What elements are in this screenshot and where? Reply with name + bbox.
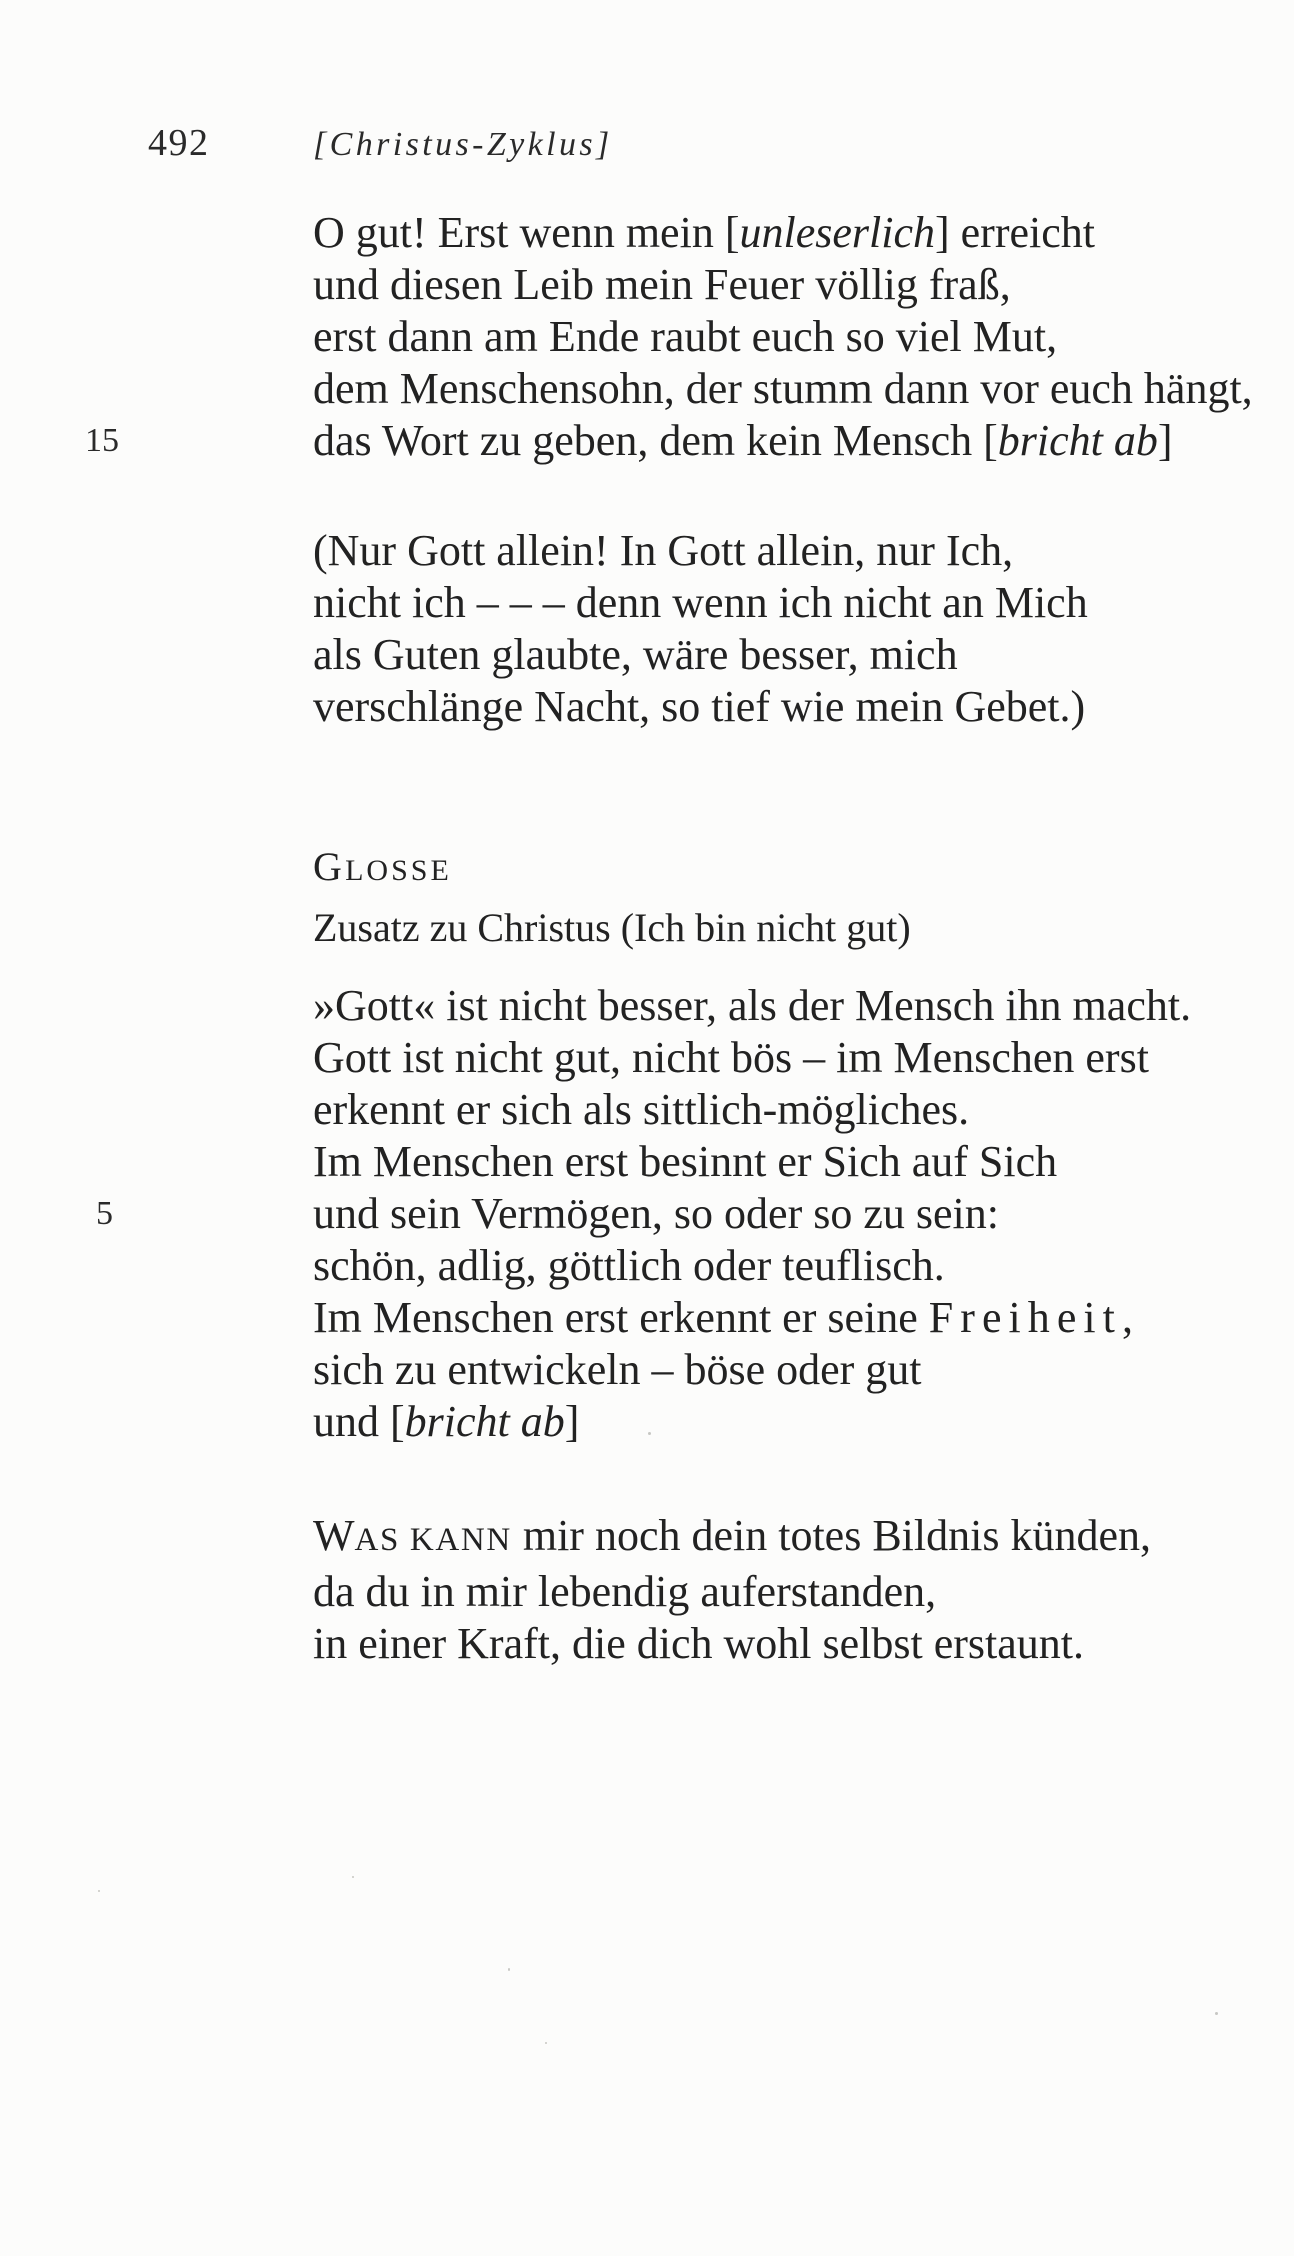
emphasized-spaced-word: Freiheit <box>928 1293 1122 1342</box>
poem-line: Im Menschen erst besinnt er Sich auf Sich <box>313 1137 1058 1186</box>
stanza-4 <box>313 1510 1151 1670</box>
poem-line <box>313 207 1253 259</box>
incipit-smallcaps: AS KANN <box>354 1522 512 1558</box>
poem-line <box>313 1396 1191 1448</box>
poem-line <box>313 1292 1191 1344</box>
line-text: ] <box>564 1397 580 1446</box>
poem-line: erkennt er sich als sittlich-mögliches. <box>313 1085 970 1134</box>
line-text: und [ <box>313 1397 405 1446</box>
scan-speck <box>545 2042 547 2044</box>
poem-line: als Guten glaubte, wäre besser, mich <box>313 630 958 679</box>
poem-line: schön, adlig, göttlich oder teuflisch. <box>313 1241 945 1290</box>
poem-line <box>313 1510 1151 1566</box>
glosse-title <box>313 841 911 902</box>
line-text: ] <box>1157 416 1173 465</box>
glosse-section-heading <box>313 841 911 954</box>
page-number: 492 <box>148 122 210 164</box>
poem-line: sich zu entwickeln – böse oder gut <box>313 1345 922 1394</box>
running-header: [Christus-Zyklus] <box>313 126 613 163</box>
editorial-note-italic: unleserlich <box>739 208 935 257</box>
poem-line: da du in mir lebendig auferstanden, <box>313 1567 937 1616</box>
line-text: ] erreicht <box>934 208 1095 257</box>
margin-line-number-15: 15 <box>85 422 119 459</box>
poem-line: nicht ich – – – denn wenn ich nicht an Mich <box>313 578 1088 627</box>
stanza-3 <box>313 980 1191 1448</box>
line-text: das Wort zu geben, dem kein Mensch [ <box>313 416 998 465</box>
scan-speck <box>1215 2012 1218 2015</box>
incipit-initial: W <box>313 1511 355 1560</box>
margin-line-number-5: 5 <box>96 1195 113 1232</box>
scan-speck <box>352 1876 354 1878</box>
line-text: mir noch dein totes Bildnis künden, <box>511 1511 1152 1560</box>
poem-line <box>313 415 1253 467</box>
glosse-title-initial: G <box>313 844 346 889</box>
poem-line: erst dann am Ende raubt euch so viel Mut, <box>313 312 1058 361</box>
line-text: O gut! Erst wenn mein [ <box>313 208 740 257</box>
stanza-2 <box>313 525 1088 733</box>
poem-line: (Nur Gott allein! In Gott allein, nur Ich, <box>313 526 1014 575</box>
scan-speck <box>98 1890 100 1892</box>
scan-speck <box>648 1432 651 1435</box>
poem-line: dem Menschensohn, der stumm dann vor euch hängt, <box>313 364 1253 413</box>
poem-line: und sein Vermögen, so oder so zu sein: <box>313 1189 999 1238</box>
poem-line: Gott ist nicht gut, nicht bös – im Menschen erst <box>313 1033 1149 1082</box>
scan-speck <box>508 1968 510 1971</box>
stanza-1 <box>313 207 1253 467</box>
poem-line: und diesen Leib mein Feuer völlig fraß, <box>313 260 1011 309</box>
line-text: , <box>1121 1293 1133 1342</box>
editorial-note-italic: bricht ab <box>404 1397 565 1446</box>
glosse-title-smallcaps: LOSSE <box>345 854 452 887</box>
poem-line: in einer Kraft, die dich wohl selbst erstaunt. <box>313 1619 1085 1668</box>
line-text: Im Menschen erst erkennt er seine <box>313 1293 929 1342</box>
glosse-subtitle: Zusatz zu Christus (Ich bin nicht gut) <box>313 905 911 950</box>
editorial-note-italic: bricht ab <box>997 416 1158 465</box>
poem-line: verschlänge Nacht, so tief wie mein Gebet.) <box>313 682 1086 731</box>
poem-line: »Gott« ist nicht besser, als der Mensch ihn macht. <box>313 981 1192 1030</box>
